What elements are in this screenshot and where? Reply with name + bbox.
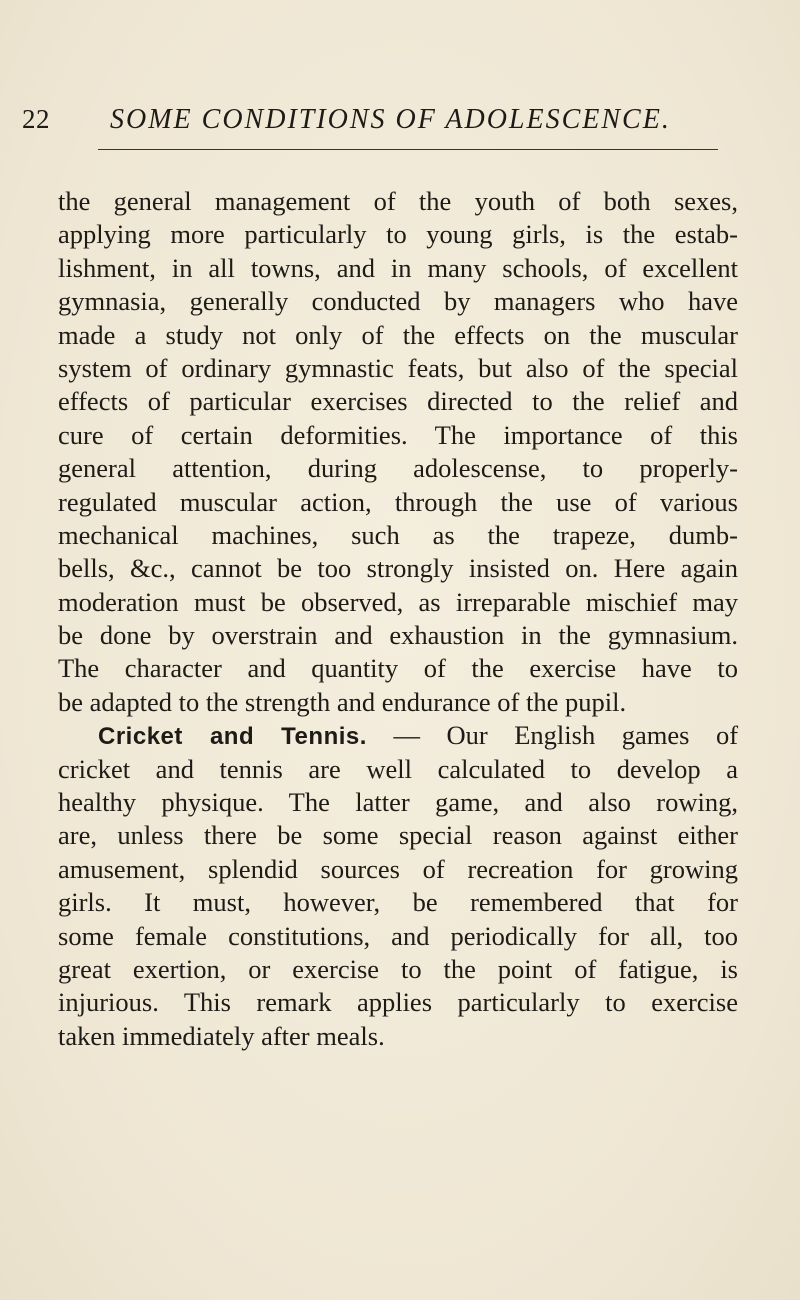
text-line: cure of certain deformities. The importance of this xyxy=(58,419,738,450)
text-line: taken immediately after meals. xyxy=(58,1020,385,1051)
page-number: 22 xyxy=(22,104,50,134)
text-line: be adapted to the strength and endurance of the pupil. xyxy=(58,686,627,717)
text-line: bells, &c., cannot be too strongly insisted on. Here again xyxy=(58,553,738,584)
text-line: moderation must be observed, as irreparable mischief may xyxy=(58,586,738,617)
text-line: be done by overstrain and exhaustion in the gymnasium. xyxy=(58,620,738,651)
text-line: are, unless there be some special reason against either xyxy=(58,820,738,851)
section-heading: Cricket and Tennis. xyxy=(98,723,367,751)
header-rule xyxy=(98,149,718,150)
text-line: some female constitutions, and periodically for all, too xyxy=(58,920,738,951)
text-line: general attention, during adolescense, to properly- xyxy=(58,453,738,484)
text-line: system of ordinary gymnastic feats, but also of the special xyxy=(58,352,738,383)
text-line: amusement, splendid sources of recreation for growing xyxy=(58,853,738,884)
section-heading-dash: — xyxy=(366,720,447,751)
body-text xyxy=(58,185,738,1053)
text-line: mechanical machines, such as the trapeze, dumb- xyxy=(58,519,738,550)
section-first-line xyxy=(58,719,738,752)
text-line: The character and quantity of the exercise have to xyxy=(58,653,738,684)
text-line: gymnasia, generally conducted by managers who have xyxy=(58,286,738,317)
running-title: SOME CONDITIONS OF ADOLESCENCE. xyxy=(110,104,671,135)
text-line: girls. It must, however, be remembered that for xyxy=(58,887,738,918)
text-line: lishment, in all towns, and in many schools, of excellent xyxy=(58,252,738,283)
section-first-line-text: Our English games of xyxy=(446,720,739,751)
text-line: injurious. This remark applies particularly to exercise xyxy=(58,987,738,1018)
text-line: made a study not only of the effects on the muscular xyxy=(58,319,738,350)
text-line: great exertion, or exercise to the point of fatigue, is xyxy=(58,953,738,984)
text-line: effects of particular exercises directed to the relief and xyxy=(58,386,738,417)
text-line: the general management of the youth of both sexes, xyxy=(58,186,738,216)
text-line: cricket and tennis are well calculated to develop a xyxy=(58,753,738,784)
text-line: regulated muscular action, through the use of various xyxy=(58,486,738,517)
text-line: applying more particularly to young girls, is the estab- xyxy=(58,219,738,250)
text-line: healthy physique. The latter game, and also rowing, xyxy=(58,787,738,818)
